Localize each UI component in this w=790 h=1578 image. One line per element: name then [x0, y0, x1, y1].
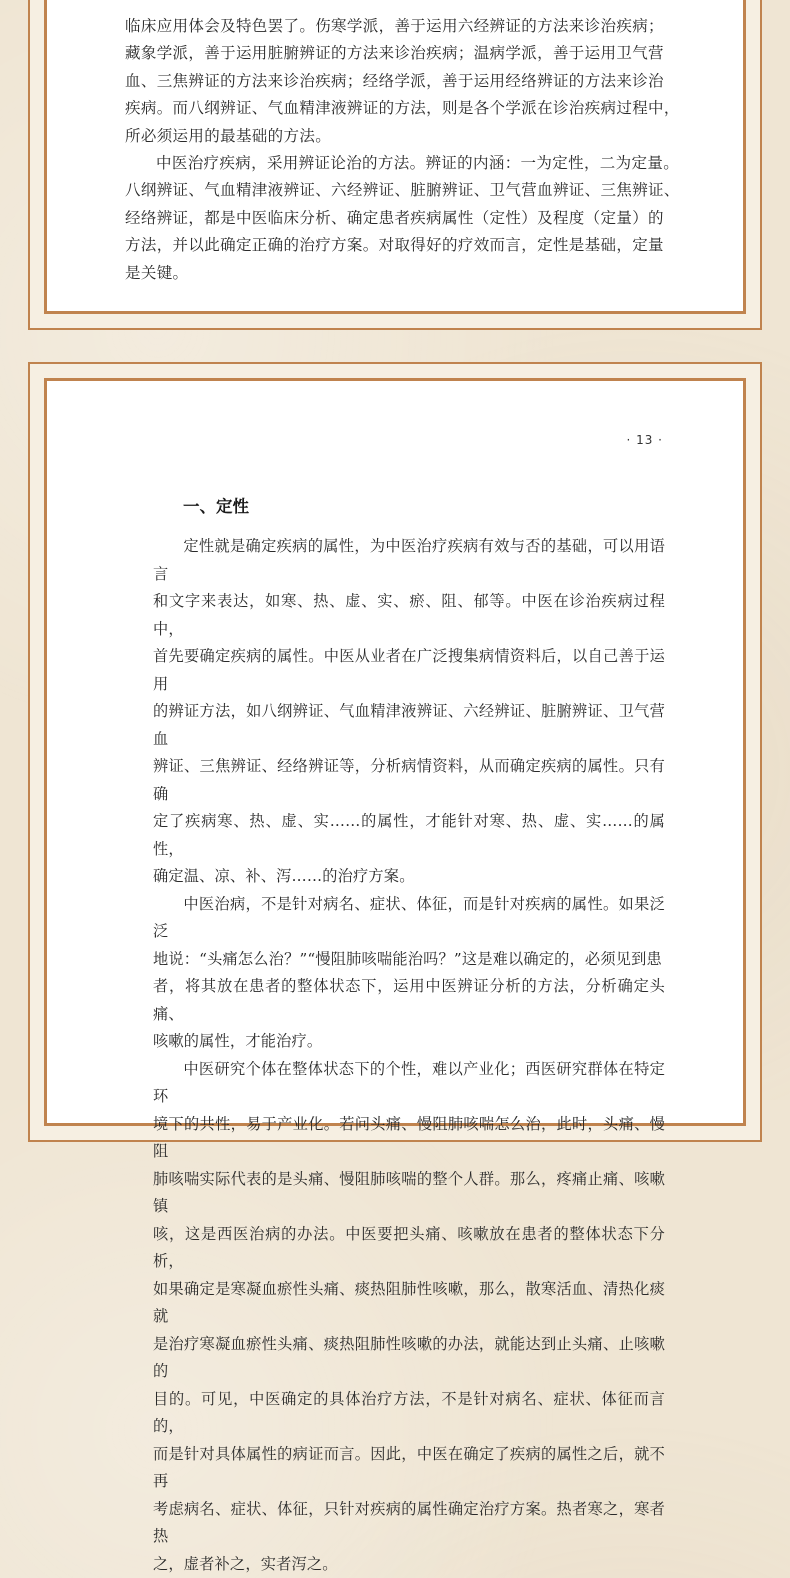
text-line: 如果确定是寒凝血瘀性头痛、痰热阻肺性咳嗽，那么，散寒活血、清热化痰就 [153, 1276, 665, 1331]
text-line: 首先要确定疾病的属性。中医从业者在广泛搜集病情资料后，以自己善于运用 [153, 643, 665, 698]
bottom-page-text [153, 533, 665, 1578]
text-line: 肺咳喘实际代表的是头痛、慢阻肺咳喘的整个人群。那么，疼痛止痛、咳嗽镇 [153, 1166, 665, 1221]
top-page-text [125, 13, 685, 287]
text-line: 确定温、凉、补、泻……的治疗方案。 [153, 863, 665, 891]
text-line: 目的。可见，中医确定的具体治疗方法，不是针对病名、症状、体征而言的， [153, 1386, 665, 1441]
text-line: 之，虚者补之，实者泻之。 [153, 1551, 665, 1578]
text-line: 临床应用体会及特色罢了。伤寒学派，善于运用六经辨证的方法来诊治疾病； [125, 13, 685, 40]
text-line: 中医研究个体在整体状态下的个性，难以产业化；西医研究群体在特定环 [153, 1056, 665, 1111]
page-number: · 13 · [626, 433, 663, 447]
text-line: 疾病。而八纲辨证、气血精津液辨证的方法，则是各个学派在诊治疾病过程中， [125, 95, 685, 122]
top-page [44, 0, 746, 314]
text-line: 所必须运用的最基础的方法。 [125, 123, 685, 150]
text-line: 而是针对具体属性的病证而言。因此，中医在确定了疾病的属性之后，就不再 [153, 1441, 665, 1496]
text-line: 咳，这是西医治病的办法。中医要把头痛、咳嗽放在患者的整体状态下分析， [153, 1221, 665, 1276]
text-line: 藏象学派，善于运用脏腑辨证的方法来诊治疾病；温病学派，善于运用卫气营 [125, 40, 685, 67]
text-line: 考虑病名、症状、体征，只针对疾病的属性确定治疗方案。热者寒之，寒者热 [153, 1496, 665, 1551]
bottom-page-frame [28, 362, 762, 1142]
text-line: 定性就是确定疾病的属性，为中医治疗疾病有效与否的基础，可以用语言 [153, 533, 665, 588]
bottom-page [44, 378, 746, 1126]
text-line: 中医治疗疾病，采用辨证论治的方法。辨证的内涵：一为定性，二为定量。 [125, 150, 685, 177]
text-line: 和文字来表达，如寒、热、虚、实、瘀、阻、郁等。中医在诊治疾病过程中， [153, 588, 665, 643]
text-line: 血、三焦辨证的方法来诊治疾病；经络学派，善于运用经络辨证的方法来诊治 [125, 68, 685, 95]
text-line: 者，将其放在患者的整体状态下，运用中医辨证分析的方法，分析确定头痛、 [153, 973, 665, 1028]
text-line: 中医治病，不是针对病名、症状、体征，而是针对疾病的属性。如果泛泛 [153, 891, 665, 946]
section-heading: 一、定性 [183, 493, 249, 517]
top-page-frame [28, 0, 762, 330]
text-line: 方法，并以此确定正确的治疗方案。对取得好的疗效而言，定性是基础，定量 [125, 232, 685, 259]
text-line: 是关键。 [125, 260, 685, 287]
text-line: 定了疾病寒、热、虚、实……的属性，才能针对寒、热、虚、实……的属性， [153, 808, 665, 863]
text-line: 地说：“头痛怎么治？”“慢阻肺咳喘能治吗？”这是难以确定的，必须见到患 [153, 946, 665, 974]
text-line: 八纲辨证、气血精津液辨证、六经辨证、脏腑辨证、卫气营血辨证、三焦辨证、 [125, 177, 685, 204]
text-line: 经络辨证，都是中医临床分析、确定患者疾病属性（定性）及程度（定量）的 [125, 205, 685, 232]
text-line: 的辨证方法，如八纲辨证、气血精津液辨证、六经辨证、脏腑辨证、卫气营血 [153, 698, 665, 753]
text-line: 境下的共性，易于产业化。若问头痛、慢阻肺咳喘怎么治，此时，头痛、慢阻 [153, 1111, 665, 1166]
text-line: 是治疗寒凝血瘀性头痛、痰热阻肺性咳嗽的办法，就能达到止头痛、止咳嗽的 [153, 1331, 665, 1386]
text-line: 咳嗽的属性，才能治疗。 [153, 1028, 665, 1056]
text-line: 辨证、三焦辨证、经络辨证等，分析病情资料，从而确定疾病的属性。只有确 [153, 753, 665, 808]
